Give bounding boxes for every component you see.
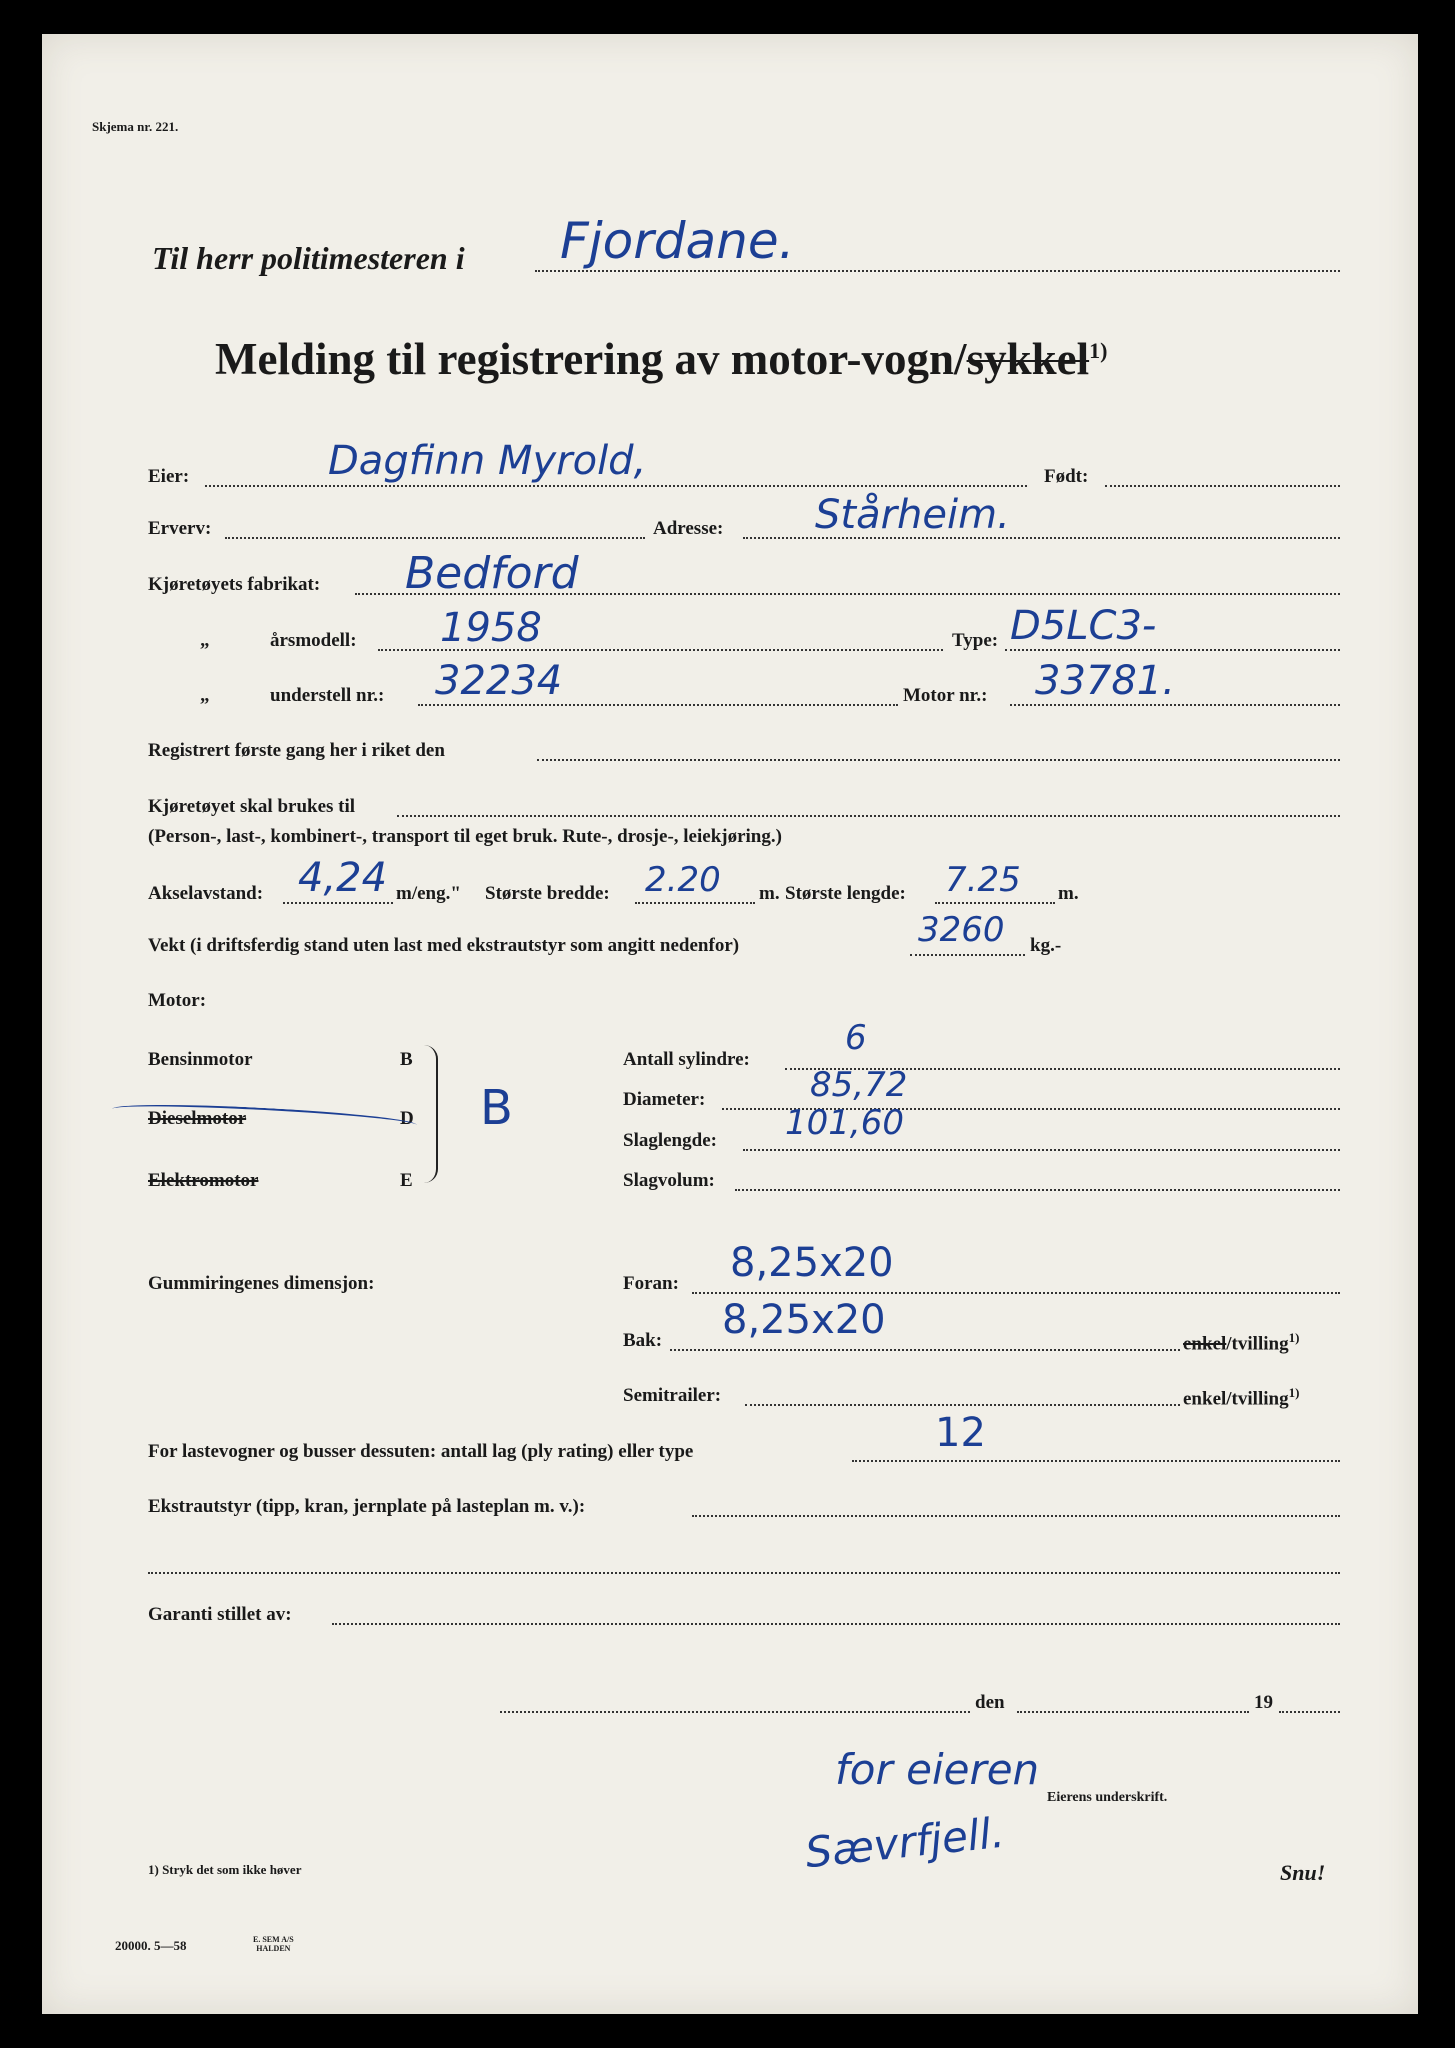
year-value[interactable]: 1958: [440, 605, 542, 651]
usage-line[interactable]: [397, 815, 1340, 817]
length-value[interactable]: 7.25: [945, 860, 1021, 900]
addressee-value[interactable]: Fjordane.: [560, 212, 795, 270]
form-title: [215, 333, 1107, 385]
motor-label: Motor:: [148, 990, 207, 1011]
volume-line[interactable]: [735, 1189, 1340, 1191]
width-line: [635, 902, 755, 904]
type-line: [1005, 649, 1340, 651]
weight-line: [910, 954, 1025, 956]
weight-value[interactable]: 3260: [918, 910, 1005, 950]
stroke-line: [743, 1149, 1340, 1151]
occupation-line[interactable]: [225, 537, 645, 539]
born-label: Født:: [1044, 466, 1089, 487]
owner-signature: Sævrfjell.: [802, 1807, 1007, 1878]
stroke-label: Slaglengde:: [623, 1130, 717, 1151]
engine-no-label: Motor nr.:: [903, 685, 988, 706]
extras-line-2[interactable]: [148, 1572, 1340, 1574]
title-main: Melding til registrering av motor-vogn/: [215, 334, 967, 384]
owner-label: Eier:: [148, 466, 190, 487]
ply-line: [852, 1460, 1340, 1462]
place-line[interactable]: [500, 1711, 970, 1713]
chassis-value[interactable]: 32234: [435, 658, 563, 704]
diesel-engine-code: D: [400, 1108, 414, 1129]
usage-label: Kjøretøyet skal brukes til: [148, 796, 356, 817]
wheelbase-line: [283, 902, 393, 904]
electric-engine-code: E: [400, 1170, 413, 1191]
stroke-value[interactable]: 101,60: [785, 1103, 904, 1143]
diameter-value[interactable]: 85,72: [810, 1065, 908, 1105]
turn-over-note: Snu!: [1280, 1860, 1326, 1885]
diesel-engine-label: Dieselmotor: [148, 1108, 247, 1129]
extras-line[interactable]: [692, 1515, 1340, 1517]
engine-no-line: [1010, 704, 1340, 706]
footnote-text: 1) Stryk det som ikke høver: [148, 1862, 302, 1877]
guarantee-line[interactable]: [332, 1623, 1340, 1625]
signature-prefix: for eieren: [835, 1745, 1040, 1794]
type-label: Type:: [952, 630, 999, 651]
engine-no-value[interactable]: 33781.: [1035, 658, 1175, 704]
rear-tyre-line: [670, 1349, 1180, 1351]
date-year-prefix: 19: [1254, 1692, 1273, 1713]
weight-unit: kg.-: [1030, 935, 1062, 956]
born-line[interactable]: [1105, 485, 1340, 487]
volume-label: Slagvolum:: [623, 1170, 715, 1191]
make-value[interactable]: Bedford: [405, 548, 579, 599]
usage-note: (Person-, last-, kombinert-, transport til eget bruk. Rute-, drosje-, leiekjøring.): [148, 826, 782, 847]
petrol-engine-label: Bensinmotor: [148, 1049, 253, 1070]
extras-label: Ekstrautstyr (tipp, kran, jernplate på lasteplan m. v.):: [148, 1496, 586, 1517]
length-label: Største lengde:: [785, 883, 906, 904]
date-line[interactable]: [1017, 1711, 1249, 1713]
width-label: Største bredde:: [485, 883, 610, 904]
diameter-label: Diameter:: [623, 1089, 706, 1110]
addressee-label: Til herr politimesteren i: [152, 240, 465, 276]
type-value[interactable]: D5LC3-: [1010, 603, 1157, 649]
signature-caption: Eierens underskrift.: [1047, 1790, 1168, 1805]
wheelbase-label: Akselavstand:: [148, 883, 264, 904]
owner-value[interactable]: Dagfinn Myrold,: [328, 438, 647, 484]
semitrailer-option: [1183, 1385, 1299, 1410]
date-den: den: [975, 1692, 1005, 1713]
electric-engine-label: Elektromotor: [148, 1170, 259, 1191]
ditto-mark: „: [200, 630, 210, 651]
cylinders-label: Antall sylindre:: [623, 1049, 750, 1070]
width-unit: m.: [759, 883, 780, 904]
motor-choice-value[interactable]: B: [480, 1080, 513, 1136]
length-unit: m.: [1058, 883, 1079, 904]
addressee-line: [535, 270, 1340, 272]
single-option-struck: enkel: [1183, 1333, 1227, 1355]
first-registration-label: Registrert første gang her i riket den: [148, 740, 445, 761]
petrol-engine-code: B: [400, 1049, 413, 1070]
form-paper: [42, 34, 1418, 2014]
owner-line: [205, 485, 1027, 487]
chassis-label: understell nr.:: [270, 685, 385, 706]
title-footnote: 1): [1089, 338, 1108, 363]
front-tyre-line: [692, 1292, 1340, 1294]
semitrailer-label: Semitrailer:: [623, 1385, 722, 1406]
wheelbase-unit: m/eng.": [396, 883, 461, 904]
ply-value[interactable]: 12: [935, 1410, 986, 1456]
length-line: [935, 902, 1055, 904]
footnote-mark: 1): [1288, 1385, 1300, 1400]
schema-number: Skjema nr. 221.: [92, 119, 179, 134]
make-label: Kjøretøyets fabrikat:: [148, 574, 321, 595]
address-label: Adresse:: [653, 518, 724, 539]
weight-label: Vekt (i driftsferdig stand uten last med ekstrautstyr som angitt nedenfor): [148, 935, 740, 956]
address-value[interactable]: Stårheim.: [815, 492, 1010, 538]
cylinders-value[interactable]: 6: [845, 1018, 867, 1058]
year-label: årsmodell:: [270, 630, 357, 651]
printer-mark: [253, 1935, 294, 1953]
wheelbase-value[interactable]: 4,24: [298, 855, 388, 901]
footnote-mark: 1): [1288, 1330, 1300, 1345]
rear-tyre-option: [1183, 1330, 1299, 1355]
width-value[interactable]: 2.20: [645, 860, 721, 900]
semitrailer-line[interactable]: [745, 1404, 1180, 1406]
rear-tyre-label: Bak:: [623, 1330, 663, 1351]
ply-label: For lastevogner og busser dessuten: antall lag (ply rating) eller type: [148, 1441, 694, 1462]
occupation-label: Erverv:: [148, 518, 212, 539]
twin-option: /tvilling: [1226, 1333, 1289, 1355]
printer-name: E. SEM A/S: [253, 1935, 294, 1944]
motor-type-brace: [418, 1045, 438, 1183]
rear-tyre-value[interactable]: 8,25x20: [722, 1297, 886, 1343]
first-registration-line[interactable]: [537, 759, 1340, 761]
ditto-mark: „: [200, 685, 210, 706]
front-tyre-value[interactable]: 8,25x20: [730, 1240, 894, 1286]
print-code: 20000. 5—58: [115, 1938, 187, 1953]
printer-city: HALDEN: [256, 1944, 291, 1953]
front-tyre-label: Foran:: [623, 1273, 679, 1294]
guarantee-label: Garanti stillet av:: [148, 1604, 292, 1625]
title-struck-word: sykkel: [966, 334, 1090, 384]
year-line[interactable]: [1279, 1711, 1340, 1713]
tyres-label: Gummiringenes dimensjon:: [148, 1273, 375, 1294]
chassis-line: [418, 704, 898, 706]
semitrailer-option-text: enkel/tvilling: [1183, 1388, 1289, 1410]
